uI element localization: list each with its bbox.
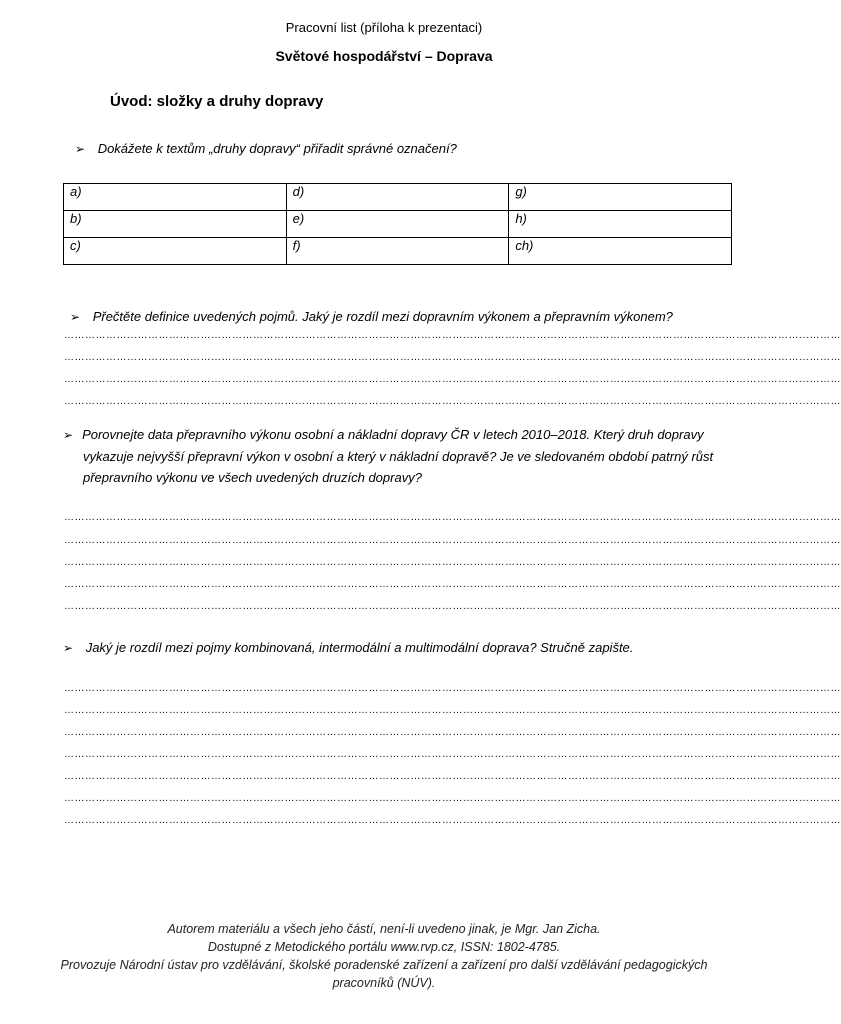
- answer-line[interactable]: ……………………………………………………………………………………………………………………………………………………………………………………………………: [64, 396, 841, 407]
- table-row: [64, 184, 732, 211]
- section-title: Úvod: složky a druhy dopravy: [110, 93, 324, 110]
- answer-line[interactable]: ……………………………………………………………………………………………………………………………………………………………………………………………………: [64, 330, 841, 341]
- question-1-text: Dokážete k textům „druhy dopravy“ přiřadit správné označení?: [97, 141, 457, 156]
- document-label: Pracovní list (příloha k prezentaci): [285, 20, 483, 35]
- answer-cell-f[interactable]: f): [286, 238, 509, 265]
- table-row: [64, 238, 732, 265]
- answer-cell-d[interactable]: d): [286, 184, 509, 211]
- arrowhead-bullet-icon: ➢: [75, 142, 86, 156]
- answer-line[interactable]: ……………………………………………………………………………………………………………………………………………………………………………………………………: [64, 601, 841, 612]
- footer-source: Dostupné z Metodického portálu www.rvp.cz, ISSN: 1802-4785.: [207, 940, 561, 954]
- answer-line[interactable]: ……………………………………………………………………………………………………………………………………………………………………………………………………: [64, 705, 841, 716]
- answer-cell-c[interactable]: c): [64, 238, 287, 265]
- answer-cell-e[interactable]: e): [286, 211, 509, 238]
- arrowhead-bullet-icon: ➢: [63, 641, 74, 655]
- footer-author: Autorem materiálu a všech jeho částí, není-li uvedeno jinak, je Mgr. Jan Zicha.: [167, 922, 601, 936]
- answer-line[interactable]: ……………………………………………………………………………………………………………………………………………………………………………………………………: [64, 771, 841, 782]
- question-4: [63, 637, 633, 659]
- footer-operator: Provozuje Národní ústav pro vzdělávání, školské poradenské zařízení a zařízení pro další vzdělávání pedagogických pracovníků (NÚV).: [60, 958, 708, 990]
- answer-line[interactable]: ……………………………………………………………………………………………………………………………………………………………………………………………………: [64, 352, 841, 363]
- answer-line[interactable]: ……………………………………………………………………………………………………………………………………………………………………………………………………: [64, 793, 841, 804]
- footer: [0, 920, 768, 992]
- answer-line[interactable]: ……………………………………………………………………………………………………………………………………………………………………………………………………: [64, 815, 841, 826]
- answer-line[interactable]: ……………………………………………………………………………………………………………………………………………………………………………………………………: [64, 557, 841, 568]
- answer-cell-g[interactable]: g): [509, 184, 732, 211]
- question-1: [75, 138, 457, 160]
- answer-line[interactable]: ……………………………………………………………………………………………………………………………………………………………………………………………………: [64, 512, 841, 523]
- answer-cell-b[interactable]: b): [64, 211, 287, 238]
- arrowhead-bullet-icon: ➢: [70, 310, 81, 324]
- question-3: [63, 424, 723, 488]
- document-title: Světové hospodářství – Doprava: [275, 48, 493, 64]
- question-2-text: Přečtěte definice uvedených pojmů. Jaký je rozdíl mezi dopravním výkonem a přepravním výkonem?: [92, 309, 673, 324]
- question-2: [70, 306, 673, 328]
- answer-line[interactable]: ……………………………………………………………………………………………………………………………………………………………………………………………………: [64, 727, 841, 738]
- arrowhead-bullet-icon: ➢: [63, 428, 74, 442]
- table-row: [64, 211, 732, 238]
- answer-table: [63, 183, 732, 265]
- answer-line[interactable]: ……………………………………………………………………………………………………………………………………………………………………………………………………: [64, 683, 841, 694]
- answer-line[interactable]: ……………………………………………………………………………………………………………………………………………………………………………………………………: [64, 374, 841, 385]
- answer-line[interactable]: ……………………………………………………………………………………………………………………………………………………………………………………………………: [64, 749, 841, 760]
- answer-line[interactable]: ……………………………………………………………………………………………………………………………………………………………………………………………………: [64, 579, 841, 590]
- answer-cell-ch[interactable]: ch): [509, 238, 732, 265]
- question-4-text: Jaký je rozdíl mezi pojmy kombinovaná, intermodální a multimodální doprava? Stručně zapište.: [85, 640, 634, 655]
- question-3-text: Porovnejte data přepravního výkonu osobní a nákladní dopravy ČR v letech 2010–2018. Který druh dopravy vykazuje nejvyšší přepravní výkon v osobní a který v nákladní dopravě? Je ve sledovaném období patrný růst přepravního výkonu ve všech uvedených druzích dopravy?: [82, 427, 714, 485]
- answer-cell-a[interactable]: a): [64, 184, 287, 211]
- answer-line[interactable]: ……………………………………………………………………………………………………………………………………………………………………………………………………: [64, 535, 841, 546]
- answer-cell-h[interactable]: h): [509, 211, 732, 238]
